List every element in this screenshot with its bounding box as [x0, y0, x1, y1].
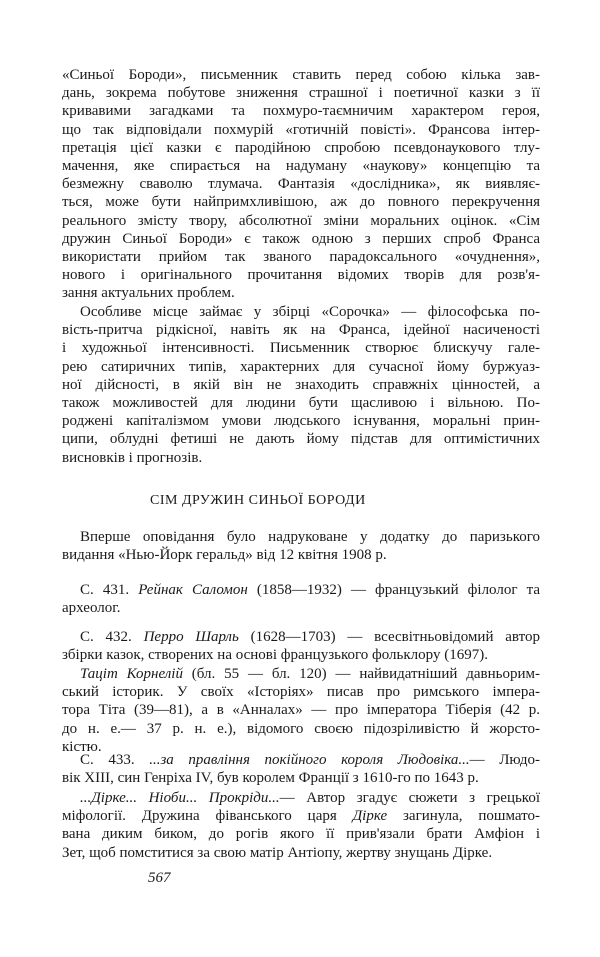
text: вість-притча рідкісної, навіть як на Франса, ідейної насиченості — [62, 322, 540, 339]
text-line — [62, 121, 540, 139]
text-line — [62, 230, 540, 248]
text: С. 433. — [80, 752, 150, 768]
text: рею сатиричних типів, характерних для сучасної йому буржуаз- — [62, 358, 540, 375]
text: використати прийом так званого парадоксального «очуднення», — [62, 248, 540, 265]
text-line — [62, 248, 540, 266]
text-line — [62, 212, 540, 230]
text: висновків і прогнозів. — [62, 449, 203, 466]
text-line — [62, 284, 540, 302]
text-line — [62, 175, 540, 193]
text-line — [62, 844, 540, 862]
text: ної дійсності, в якій він не знаходить справжніх цінностей, а — [62, 376, 540, 393]
page-number: 567 — [148, 870, 171, 886]
paragraph — [62, 789, 540, 862]
text-line — [62, 599, 540, 617]
text-line — [62, 157, 540, 175]
text: зання актуальних проблем. — [62, 285, 235, 302]
text-line — [62, 628, 540, 646]
text: дружин Синьої Бороди» є також одною з перших спроб Франса — [62, 230, 540, 247]
text: кістю. — [62, 738, 102, 755]
text: тора Тіта (39—81), а в «Анналах» — про імператора Тіберія (42 р. — [62, 702, 540, 719]
paragraph — [62, 665, 540, 756]
text: ський історик. У своїх «Історіях» писав про римського імпера- — [62, 684, 540, 701]
paragraph — [62, 528, 540, 564]
text: (бл. 55 — бл. 120) — найвидатніший давньорим- — [182, 666, 541, 682]
italic-text: Дірке — [352, 808, 388, 825]
text: збірки казок, створених на основі французького фольклору (1697). — [62, 647, 488, 664]
text-line — [62, 701, 540, 719]
text-line — [62, 358, 540, 376]
text-line — [62, 102, 540, 120]
text: дань, зокрема побутове зниження страшної і поетичної казки з її — [62, 85, 540, 102]
text: ться, може бути найпримхливішою, аж до повного перекручення — [62, 194, 540, 211]
paragraph — [62, 581, 540, 617]
text-line — [62, 193, 540, 211]
text-line — [62, 66, 540, 84]
text: вік XIII, син Генріха IV, був королем Франції з 1610-го по 1643 р. — [62, 770, 479, 787]
text: Вперше оповідання було надруковане у додатку до паризького — [80, 529, 540, 545]
text-line — [62, 720, 540, 738]
text-line — [62, 303, 540, 321]
text-line — [62, 139, 540, 157]
text-line — [62, 394, 540, 412]
text-line — [62, 266, 540, 284]
text: загинула, пошмато- — [387, 808, 540, 825]
text: (1858—1932) — французький філолог та — [247, 582, 540, 598]
italic-text: Тацiт Корнелій — [80, 666, 183, 682]
text: що так відповідали похмурій «готичній повісті». Франсова інтер- — [62, 121, 540, 138]
text: до н. е.— 37 р. н. е.), відомого своєю підозріливістю й жорсто- — [62, 720, 540, 737]
text: Зет, щоб помститися за свою матір Антіопу, жертву знущань Дірке. — [62, 844, 493, 861]
text: (1628—1703) — всесвітньовідомий автор — [238, 629, 540, 645]
text-line — [62, 683, 540, 701]
text-line — [62, 412, 540, 430]
text-line — [62, 807, 540, 825]
text-line — [62, 789, 540, 807]
paragraph — [62, 751, 540, 787]
text: також можливостей для людини бути щасливою і вільною. По- — [62, 394, 540, 411]
text: мачення, яке спирається на надуману «наукову» концепцію та — [62, 157, 540, 174]
text-line — [62, 321, 540, 339]
text-line — [62, 546, 540, 564]
text-line — [62, 751, 540, 769]
text: — Людо- — [469, 752, 541, 768]
paragraph — [62, 66, 540, 302]
text: «Синьої Бороди», письменник ставить перед собою кілька зав- — [62, 67, 540, 83]
text-line — [62, 665, 540, 683]
text-line — [62, 646, 540, 664]
text: безмежну сваволю тлумача. Фантазія «дослідника», як виявляє- — [62, 176, 540, 193]
text: археолог. — [62, 600, 121, 617]
text-line — [62, 528, 540, 546]
text: видання «Нью-Йорк геральд» від 12 квітня 1908 р. — [62, 547, 387, 564]
text: вана диким биком, до рогів якого її прив'язали брати Амфіон і — [62, 826, 540, 843]
text: роджені капіталізмом умови людського існування, моральні прин- — [62, 413, 540, 430]
text: С. 431. — [80, 582, 139, 598]
text-line — [62, 339, 540, 357]
text: міфології. Дружина фіванського царя — [62, 808, 353, 825]
section-heading: СІМ ДРУЖИН СИНЬОЇ БОРОДИ — [150, 493, 366, 508]
text-line — [62, 825, 540, 843]
text: — Автор згадує сюжети з грецької — [279, 790, 541, 806]
text: реального змісту твору, абсолютної зміни моральних оцінок. «Сім — [62, 212, 540, 229]
text: претація цієї казки є пародійною спробою псевдонаукового тлу- — [62, 139, 540, 156]
text: і художньої інтенсивності. Письменник створює блискучу гале- — [62, 340, 540, 357]
text-line — [62, 84, 540, 102]
text-line — [62, 449, 540, 467]
italic-text: ...Дірке... Ніоби... Прокріди... — [80, 790, 280, 806]
text: кривавими загадками та похмуро-таємничим характером героя, — [62, 103, 540, 120]
text: нового і оригінального прочитання відомих творів для розв'я- — [62, 267, 540, 284]
italic-text: Рейнак Саломон — [138, 582, 248, 598]
italic-text: ...за правління покійного короля Людовіка... — [149, 752, 470, 768]
text: ципи, облудні фетиші не дають йому підстав для оптимістичних — [62, 431, 540, 448]
text: Особливе місце займає у збірці «Сорочка» — філософська по- — [80, 304, 540, 320]
text-line — [62, 581, 540, 599]
text-line — [62, 769, 540, 787]
paragraph — [62, 628, 540, 664]
text-line — [62, 376, 540, 394]
paragraph — [62, 303, 540, 467]
text-line — [62, 430, 540, 448]
italic-text: Перро Шарль — [143, 629, 239, 645]
text: С. 432. — [80, 629, 144, 645]
